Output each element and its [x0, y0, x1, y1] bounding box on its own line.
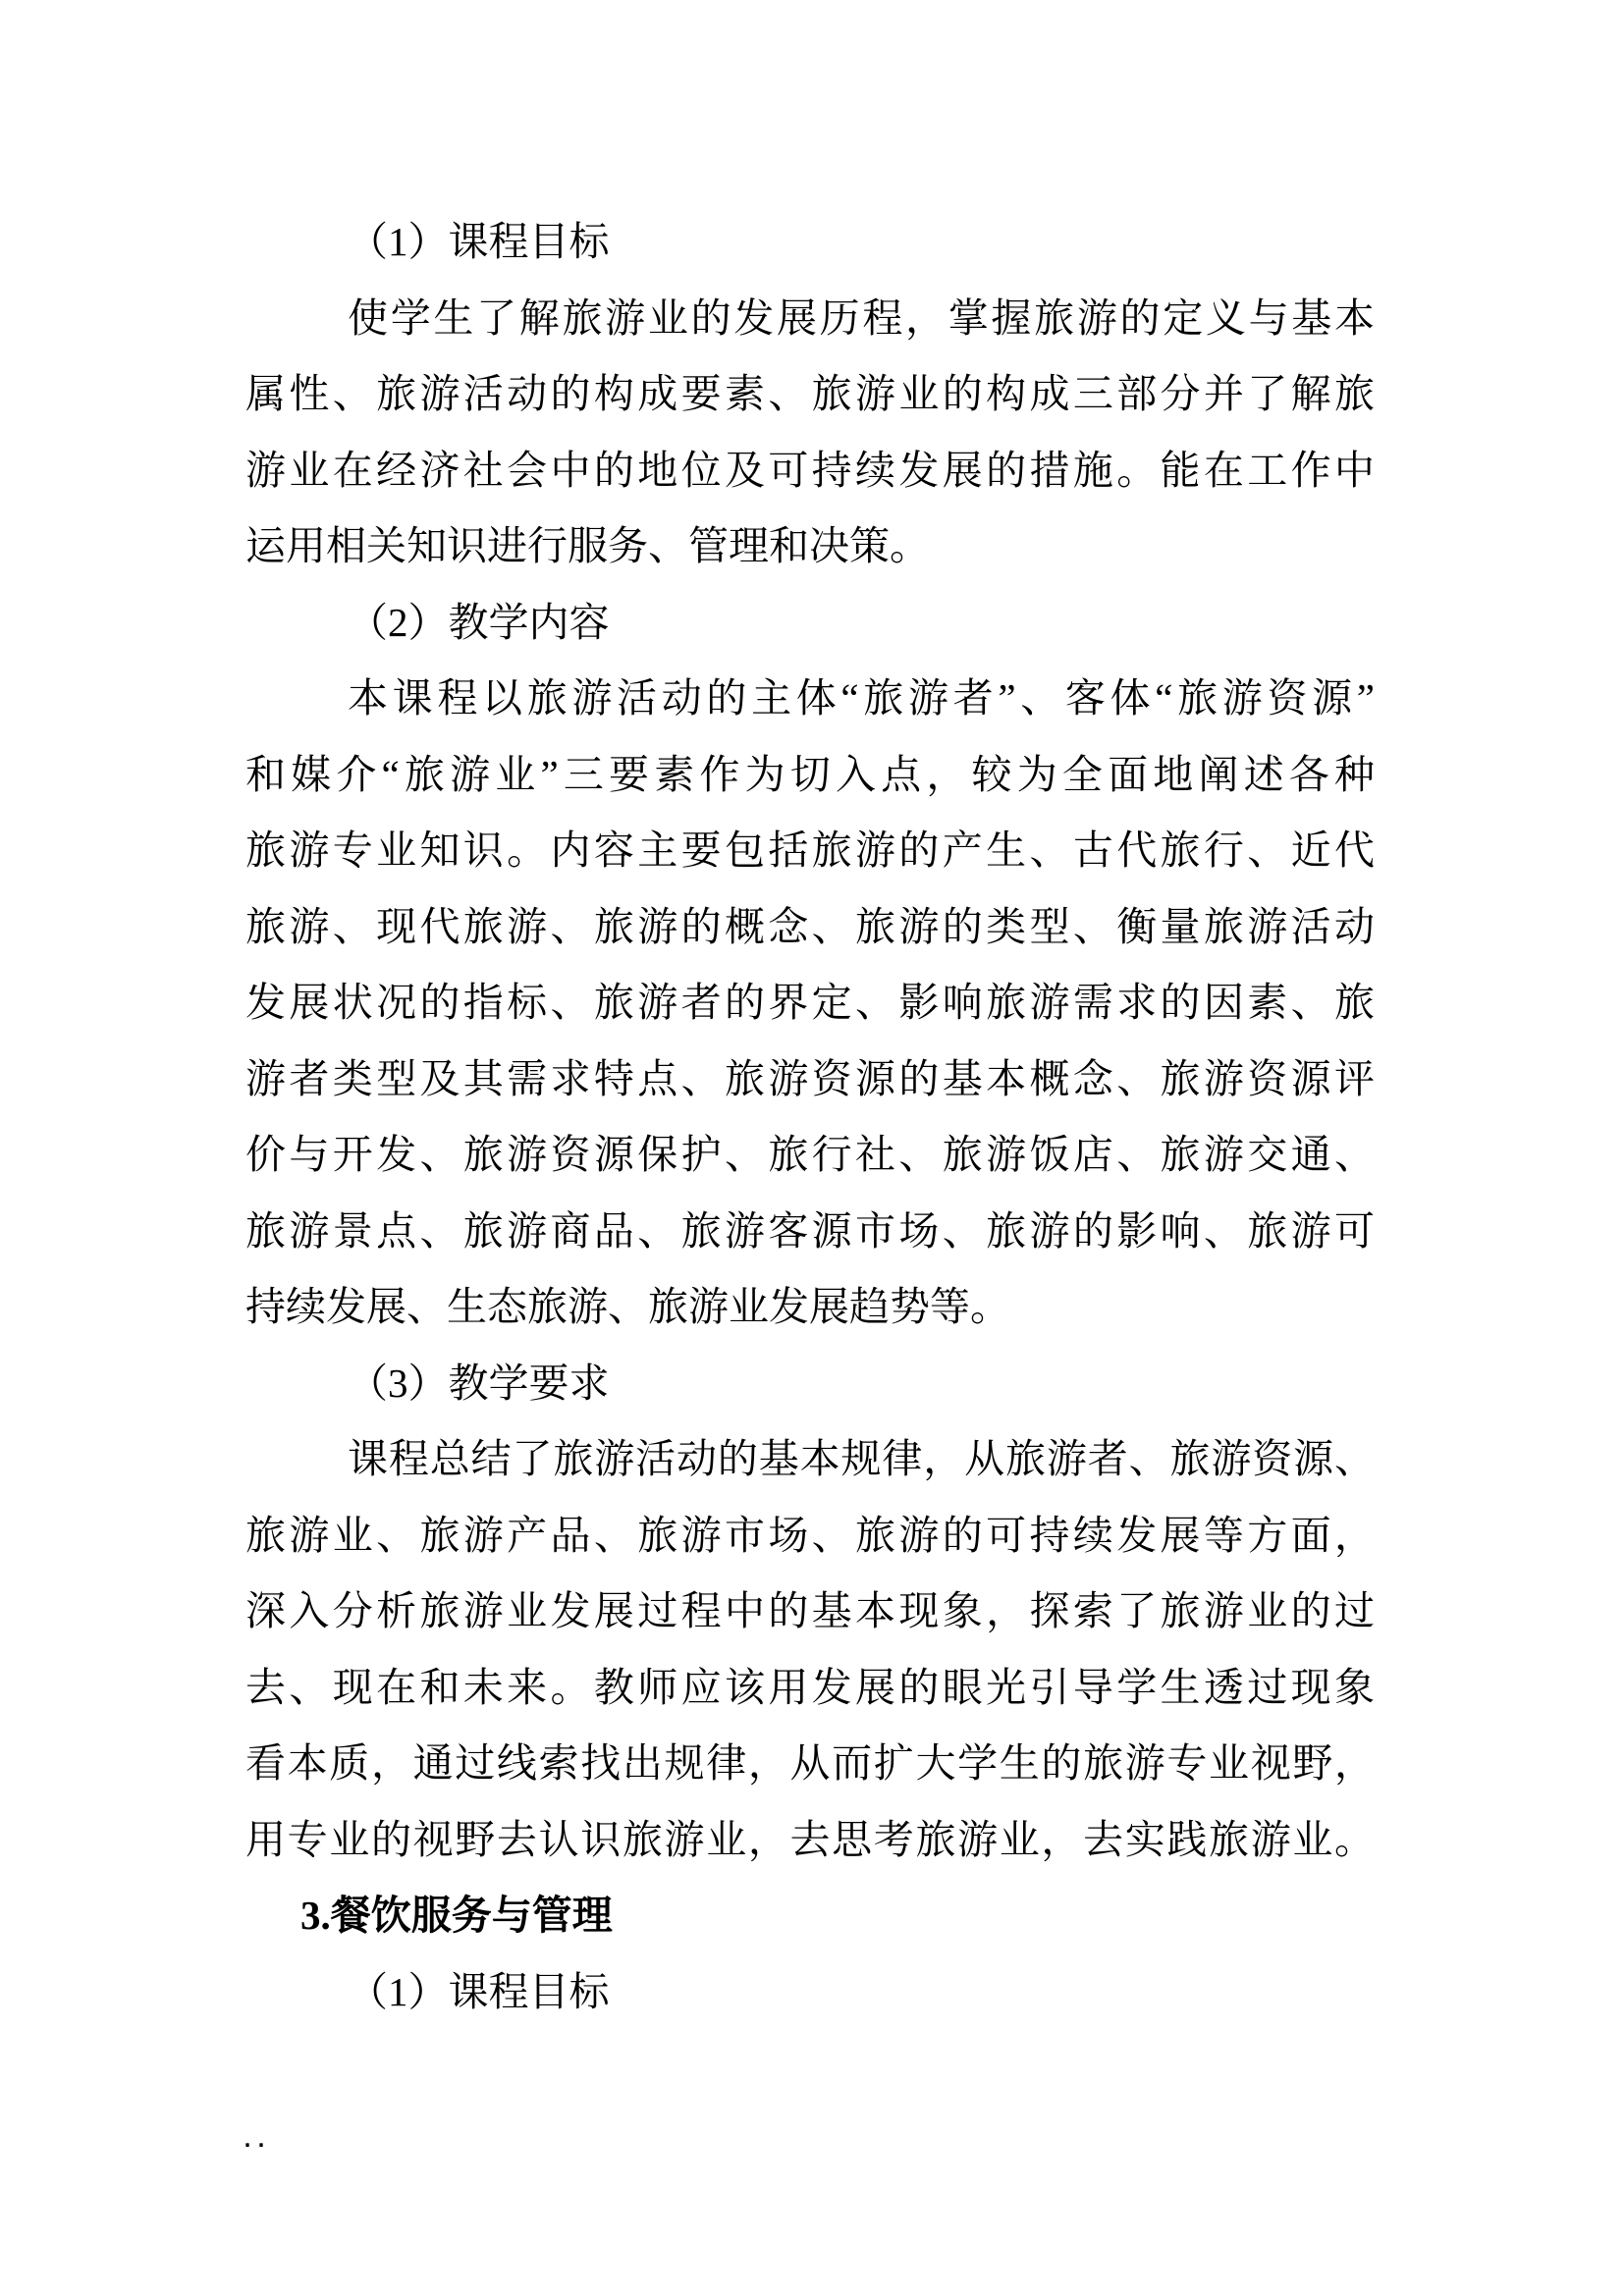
text-line: 旅游、现代旅游、旅游的概念、旅游的类型、衡量旅游活动: [245, 903, 1375, 949]
text-block: [245, 204, 1375, 2030]
section-heading: （3）教学要求: [348, 1360, 610, 1406]
text-line: 去、现在和未来。教师应该用发展的眼光引导学生透过现象: [245, 1664, 1375, 1710]
text-line: 用专业的视野去认识旅游业，去思考旅游业，去实践旅游业。: [245, 1816, 1375, 1862]
text-line: 游者类型及其需求特点、旅游资源的基本概念、旅游资源评: [245, 1055, 1375, 1101]
text-line: 本课程以旅游活动的主体“旅游者”、客体“旅游资源”: [348, 675, 1375, 721]
text-line: 和媒介“旅游业”三要素作为切入点，较为全面地阐述各种: [245, 751, 1375, 797]
text-line: 持续发展、生态旅游、旅游业发展趋势等。: [245, 1284, 1010, 1329]
text-line: 看本质，通过线索找出规律，从而扩大学生的旅游专业视野，: [245, 1740, 1375, 1786]
footer-mark: ..: [242, 2128, 270, 2152]
text-line: 属性、旅游活动的构成要素、旅游业的构成三部分并了解旅: [245, 371, 1375, 416]
section-heading: （2）教学内容: [348, 599, 610, 645]
text-line: 旅游业、旅游产品、旅游市场、旅游的可持续发展等方面，: [245, 1512, 1375, 1558]
text-line: 价与开发、旅游资源保护、旅行社、旅游饭店、旅游交通、: [245, 1132, 1375, 1177]
text-line: 深入分析旅游业发展过程中的基本现象，探索了旅游业的过: [245, 1588, 1375, 1633]
text-line: 运用相关知识进行服务、管理和决策。: [245, 523, 930, 568]
course-title-heading: 3.餐饮服务与管理: [300, 1893, 613, 1938]
text-line: 发展状况的指标、旅游者的界定、影响旅游需求的因素、旅: [245, 980, 1375, 1025]
text-line: 旅游专业知识。内容主要包括旅游的产生、古代旅行、近代: [245, 828, 1375, 873]
section-heading: （1）课程目标: [348, 1968, 610, 2014]
text-line: 游业在经济社会中的地位及可持续发展的措施。能在工作中: [245, 447, 1375, 493]
text-line: 旅游景点、旅游商品、旅游客源市场、旅游的影响、旅游可: [245, 1207, 1375, 1254]
text-line: 使学生了解旅游业的发展历程，掌握旅游的定义与基本: [348, 294, 1375, 341]
text-line: 课程总结了旅游活动的基本规律，从旅游者、旅游资源、: [348, 1436, 1375, 1481]
section-heading: （1）课程目标: [348, 219, 610, 264]
